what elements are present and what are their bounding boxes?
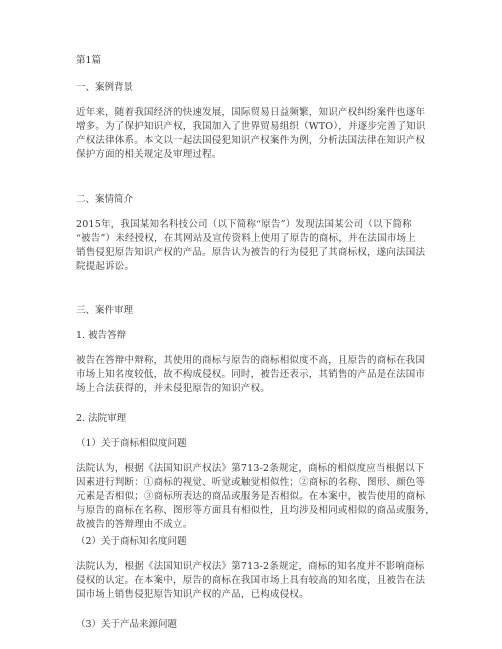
paragraph-similarity bbox=[76, 462, 435, 532]
paragraph-line: 国市场上销售侵犯原告知识产权的产品，已构成侵权。 bbox=[76, 589, 309, 600]
item-heading-product-source: （3）关于产品来源问题 bbox=[76, 619, 178, 630]
paragraph-reputation bbox=[76, 560, 425, 602]
paragraph-line: 近年来，随着我国经济的快速发展，国际贸易日益频繁，知识产权纠纷案件也逐年 bbox=[76, 107, 426, 118]
paragraph-line: 法院认为，根据《法国知识产权法》第713-2条规定，商标的相似度应当根据以下 bbox=[76, 463, 425, 474]
section-heading-background: 一、案例背景 bbox=[76, 82, 134, 93]
paragraph-defense bbox=[76, 354, 425, 396]
part-title: 第1篇 bbox=[76, 55, 102, 66]
paragraph-background bbox=[76, 106, 426, 162]
paragraph-line: 被告在答辩中辩称，其使用的商标与原告的商标相似度不高，且原告的商标在我国 bbox=[76, 355, 426, 366]
paragraph-line: 保护方面的相关规定及审理过程。 bbox=[76, 149, 222, 160]
section-heading-trial: 三、案件审理 bbox=[76, 305, 134, 316]
paragraph-line: 院提起诉讼。 bbox=[76, 261, 135, 272]
paragraph-line: 因素进行判断：①商标的视觉、听觉或触觉相似性；②商标的名称、图形、颜色等 bbox=[76, 477, 426, 488]
paragraph-line: 2015年，我国某知名科技公司（以下简称“原告”）发现法国某公司（以下简称 bbox=[76, 219, 412, 230]
item-heading-reputation: （2）关于商标知名度问题 bbox=[76, 536, 187, 547]
subsection-heading-defense: 1. 被告答辩 bbox=[76, 330, 127, 341]
paragraph-line: 元素是否相似；③商标所表达的商品或服务是否相似。在本案中，被告使用的商标 bbox=[76, 491, 426, 502]
paragraph-line: 侵权的认定。在本案中，原告的商标在我国市场上具有较高的知名度，且被告在法 bbox=[76, 575, 426, 586]
paragraph-line: 故被告的答辩理由不成立。 bbox=[76, 519, 193, 530]
paragraph-line: 法院认为，根据《法国知识产权法》第713-2条规定，商标的知名度并不影响商标 bbox=[76, 561, 425, 572]
section-heading-case-summary: 二、案情简介 bbox=[76, 194, 134, 205]
paragraph-line: 产权法律体系。本文以一起法国侵犯知识产权案件为例，分析法国法律在知识产权 bbox=[76, 135, 426, 146]
paragraph-case-summary bbox=[76, 218, 425, 274]
paragraph-line: 市场上知名度较低，故不构成侵权。同时，被告还表示，其销售的产品是在法国市 bbox=[76, 369, 426, 380]
item-heading-similarity: （1）关于商标相似度问题 bbox=[76, 438, 187, 449]
paragraph-line: 场上合法获得的，并未侵犯原告的知识产权。 bbox=[76, 383, 271, 394]
paragraph-line: “被告”）未经授权，在其网站及宣传资料上使用了原告的商标，并在法国市场上 bbox=[76, 233, 416, 244]
paragraph-line: 与原告的商标在名称、图形等方面具有相似性，且均涉及相同或相似的商品或服务， bbox=[76, 505, 435, 516]
paragraph-line: 销售侵犯原告知识产权的产品。原告认为被告的行为侵犯了其商标权，遂向法国法 bbox=[76, 247, 426, 258]
subsection-heading-court-trial: 2. 法院审理 bbox=[76, 413, 127, 424]
paragraph-line: 增多。为了保护知识产权，我国加入了世界贸易组织（WTO），并逐步完善了知识 bbox=[76, 121, 426, 132]
